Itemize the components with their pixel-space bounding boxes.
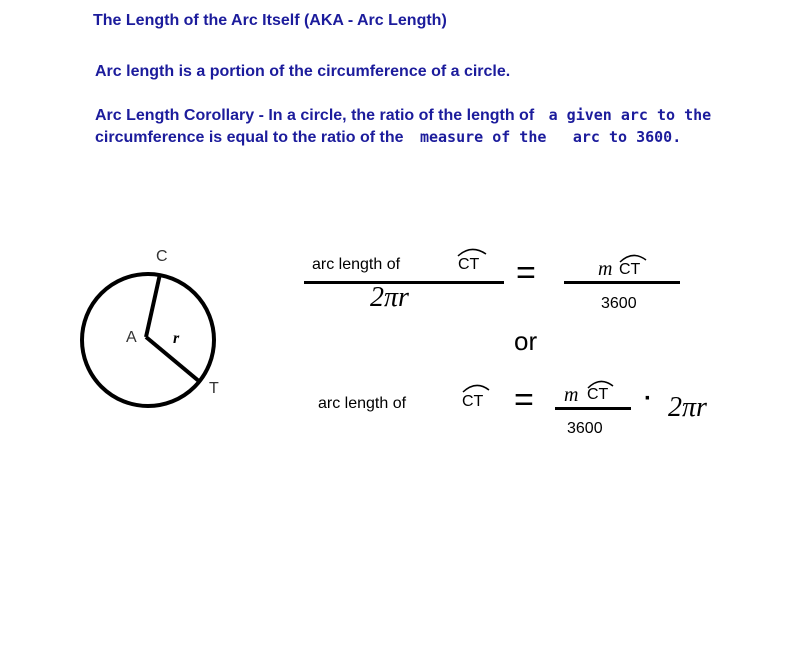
point-label-a: A [126, 329, 137, 346]
radius-ac [146, 274, 160, 337]
formula1-equals: = [516, 254, 536, 292]
corollary-text-2: circumference is equal to the ratio of the [95, 129, 404, 146]
corollary-text-1: Arc Length Corollary - In a circle, the ratio of the length of [95, 107, 535, 124]
formula1-denominator: 2πr [370, 282, 409, 313]
corollary-mono-2b: arc to 3600. [572, 128, 682, 146]
corollary-mono-2a: measure of the [419, 128, 547, 146]
or-connector: or [514, 326, 538, 356]
formula2-multiply-dot: · [644, 385, 652, 412]
point-label-t: T [209, 380, 219, 397]
corollary-mono-1: a given arc to the [548, 106, 712, 124]
arc-symbol-3 [463, 385, 489, 392]
formula1-rhs-denominator: 3600 [601, 295, 637, 312]
formula1-numerator-arc: CT [458, 256, 480, 273]
formula1-right-fraction-bar [564, 281, 680, 284]
formula2-rhs-arc: CT [587, 386, 609, 403]
formula2-lhs-arc: CT [462, 393, 484, 410]
formula1-numerator-text: arc length of [312, 256, 401, 273]
page-title: The Length of the Arc Itself (AKA - Arc Length) [93, 12, 447, 29]
formula2-multiplier: 2πr [668, 392, 707, 423]
formula1-measure-m: m [598, 258, 613, 280]
formula1-rhs-arc: CT [619, 261, 641, 278]
formula2-rhs-denominator: 3600 [567, 420, 603, 437]
formula2-measure-m: m [564, 384, 579, 406]
arc-length-definition: Arc length is a portion of the circumference of a circle. [95, 63, 511, 80]
formula2-equals: = [514, 381, 534, 419]
formula2-fraction-bar [555, 407, 631, 410]
point-label-c: C [156, 248, 168, 265]
radius-label-r: r [173, 330, 180, 347]
formula2-lhs-text: arc length of [318, 395, 407, 412]
